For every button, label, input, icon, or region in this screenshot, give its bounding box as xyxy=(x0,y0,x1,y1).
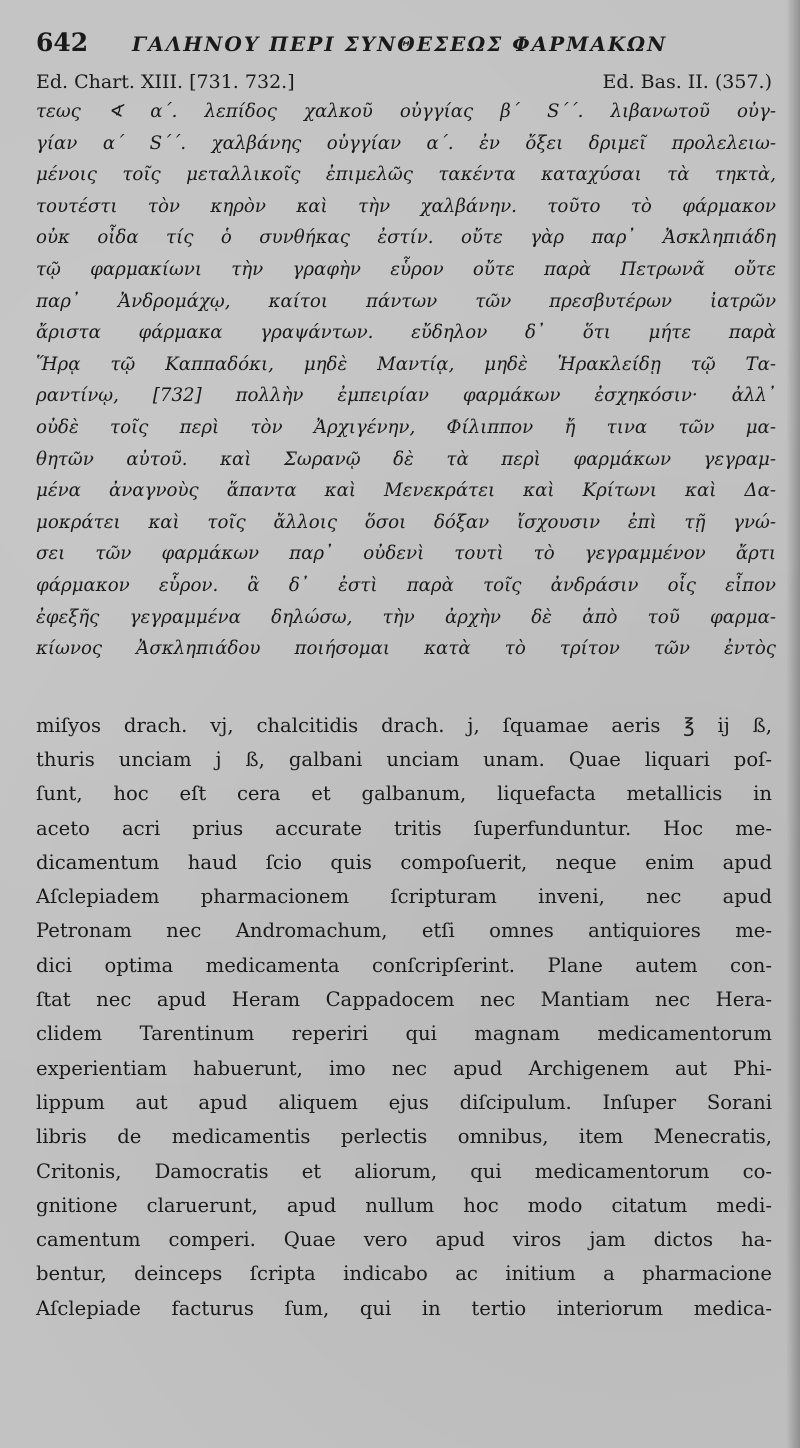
latin-text-line: Critonis, Damocratis et aliorum, qui medicamentorum co- xyxy=(36,1159,772,1183)
greek-text-line: παρ᾽ Ἀνδρομάχῳ, καίτοι πάντων τῶν πρεσβυτέρων ἰατρῶν xyxy=(36,290,776,312)
latin-text-line: dici optima medicamenta conſcripſerint. Plane autem con- xyxy=(36,953,772,977)
greek-text-line: ἄριστα φάρμακα γραψάντων. εὔδηλον δ᾽ ὅτι μήτε παρὰ xyxy=(36,322,776,344)
running-head xyxy=(36,28,772,64)
latin-translation-block xyxy=(36,709,772,1326)
page-number: 642 xyxy=(36,28,89,57)
greek-text-line: ραντίνῳ, [732] πολλὴν ἐμπειρίαν φαρμάκων ἐσχηκόσιν· ἀλλ᾽ xyxy=(36,385,776,407)
latin-text-line: camentum comperi. Quae vero apud viros jam dictos ha- xyxy=(36,1228,772,1252)
latin-text-line: aceto acri prius accurate tritis ſuperfunduntur. Hoc me- xyxy=(36,816,772,840)
latin-text-line: dicamentum haud ſcio quis compoſuerit, neque enim apud xyxy=(36,850,772,874)
latin-text-line: lippum aut apud aliquem ejus diſcipulum. Inſuper Sorani xyxy=(36,1090,772,1114)
greek-text-line: ἐφεξῆς γεγραμμένα δηλώσω, τὴν ἀρχὴν δὲ ἀπὸ τοῦ φαρμα- xyxy=(36,606,776,628)
edition-reference-line xyxy=(36,68,772,96)
greek-text-line: τουτέστι τὸν κηρὸν καὶ τὴν χαλβάνην. τοῦτο τὸ φάρμακον xyxy=(36,195,776,217)
greek-text-line: οὐκ οἶδα τίς ὁ συνθήκας ἐστίν. οὔτε γὰρ παρ᾽ Ἀσκληπιάδη xyxy=(36,227,776,249)
greek-text-line: σει τῶν φαρμάκων παρ᾽ οὐδενὶ τουτὶ τὸ γεγραμμένον ἄρτι xyxy=(36,543,776,565)
greek-text-block xyxy=(36,96,776,665)
latin-text-line: Aſclepiadem pharmacionem ſcripturam inveni, nec apud xyxy=(36,885,772,909)
latin-text-line: ſunt, hoc eſt cera et galbanum, liquefacta metallicis in xyxy=(36,782,772,806)
greek-text-line: Ἥρᾳ τῷ Καππαδόκι, μηδὲ Μαντίᾳ, μηδὲ Ἡρακλείδῃ τῷ Τα- xyxy=(36,353,776,375)
latin-text-line: miſyos drach. vj, chalcitidis drach. j, ſquamae aeris ℥ ij ß, xyxy=(36,713,772,737)
latin-text-line: thuris unciam j ß, galbani unciam unam. Quae liquari poſ- xyxy=(36,747,772,771)
greek-text-line: οὐδὲ τοῖς περὶ τὸν Ἀρχιγένην, Φίλιππον ἤ τινα τῶν μα- xyxy=(36,416,776,438)
latin-text-line: clidem Tarentinum reperiri qui magnam medicamentorum xyxy=(36,1022,772,1046)
latin-text-line: Aſclepiade facturus ſum, qui in tertio interiorum medica- xyxy=(36,1296,772,1320)
latin-text-line: gnitione claruerunt, apud nullum hoc modo citatum medi- xyxy=(36,1193,772,1217)
greek-text-line: μένοις τοῖς μεταλλικοῖς ἐπιμελῶς τακέντα καταχύσαι τὰ τηκτὰ, xyxy=(36,164,776,186)
latin-text-line: experientiam habuerunt, imo nec apud Archigenem aut Phi- xyxy=(36,1056,772,1080)
edition-basel-reference: Ed. Bas. II. (357.) xyxy=(602,71,772,93)
greek-text-line: γίαν α΄ S΄΄. χαλβάνης οὐγγίαν α΄. ἐν ὄξει δριμεῖ προλελειω- xyxy=(36,132,776,154)
running-title: ΓΑΛΗΝΟΥ ΠΕΡΙ ΣΥΝΘΕΣΕΩΣ ΦΑΡΜΑΚΩΝ xyxy=(132,32,668,56)
edition-chartier-reference: Ed. Chart. XIII. [731. 732.] xyxy=(36,71,295,93)
greek-text-line: τῷ φαρμακίωνι τὴν γραφὴν εὗρον οὔτε παρὰ Πετρωνᾶ οὔτε xyxy=(36,258,776,280)
latin-text-line: libris de medicamentis perlectis omnibus, item Menecratis, xyxy=(36,1125,772,1149)
latin-text-line: ſtat nec apud Heram Cappadocem nec Mantiam nec Hera- xyxy=(36,988,772,1012)
greek-text-line: κίωνος Ἀσκληπιάδου ποιήσομαι κατὰ τὸ τρίτον τῶν ἐντὸς xyxy=(36,638,776,660)
greek-text-line: τεως ∢ α΄. λεπίδος χαλκοῦ οὐγγίας β΄ S΄΄. λιβανωτοῦ οὐγ- xyxy=(36,101,776,122)
greek-text-line: μένα ἀναγνοὺς ἅπαντα καὶ Μενεκράτει καὶ Κρίτωνι καὶ Δα- xyxy=(36,480,776,502)
greek-text-line: θητῶν αὐτοῦ. καὶ Σωρανῷ δὲ τὰ περὶ φαρμάκων γεγραμ- xyxy=(36,448,776,470)
latin-text-line: Petronam nec Andromachum, etſi omnes antiquiores me- xyxy=(36,919,772,943)
greek-text-line: μοκράτει καὶ τοῖς ἄλλοις ὅσοι δόξαν ἴσχουσιν ἐπὶ τῇ γνώ- xyxy=(36,511,776,533)
latin-text-line: bentur, deinceps ſcripta indicabo ac initium a pharmacione xyxy=(36,1262,772,1286)
greek-text-line: φάρμακον εὗρον. ἃ δ᾽ ἐστὶ παρὰ τοῖς ἀνδράσιν οἷς εἶπον xyxy=(36,574,776,596)
